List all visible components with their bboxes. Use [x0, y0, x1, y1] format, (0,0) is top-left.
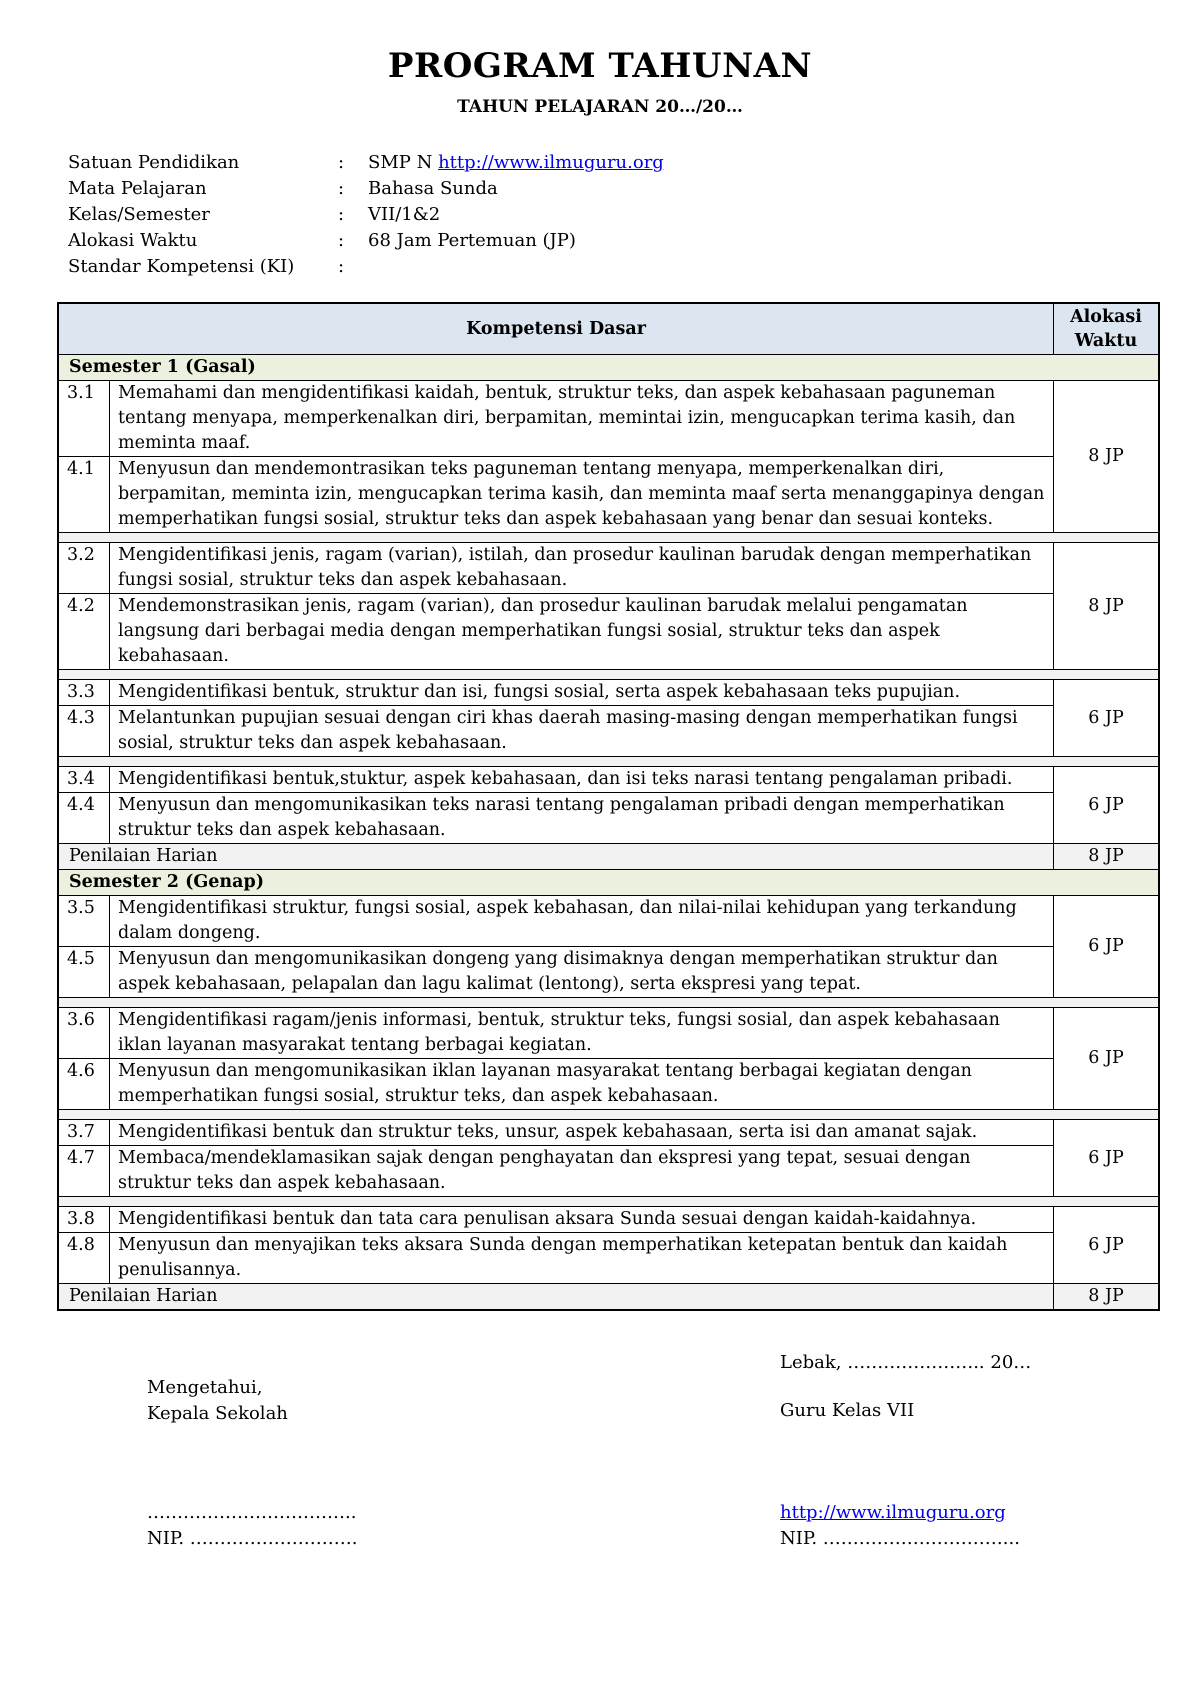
table-row	[58, 947, 1159, 998]
kd-description: Menyusun dan mengomunikasikan dongeng yang disimaknya dengan memperhatikan struktur dan aspek kebahasaan, pelapalan dan lagu kalimat (lentong), serta ekspresi yang tepat.	[110, 947, 1054, 998]
spacer-row	[58, 1197, 1159, 1207]
info-label: Kelas/Semester	[68, 204, 210, 225]
kd-number: 4.2	[58, 594, 110, 670]
kd-number: 4.1	[58, 457, 110, 533]
spacer-cell	[58, 757, 1159, 767]
kd-description: Memahami dan mengidentifikasi kaidah, bentuk, struktur teks, dan aspek kebahasaan paguneman tentang menyapa, memperkenalkan diri, berpamitan, memintai izin, mengucapkan terima kasih, dan meminta maaf.	[110, 381, 1054, 457]
info-value: Bahasa Sunda	[368, 178, 498, 199]
info-separator: :	[338, 178, 345, 199]
spacer-cell	[58, 998, 1159, 1008]
spacer-row	[58, 533, 1159, 543]
info-label: Satuan Pendidikan	[68, 152, 240, 173]
signature-left-nip: NIP. ……………………….	[147, 1528, 358, 1549]
info-value: 68 Jam Pertemuan (JP)	[368, 230, 576, 251]
kd-number: 3.2	[58, 543, 110, 594]
kd-description: Mengidentifikasi struktur, fungsi sosial, aspek kebahasan, dan nilai-nilai kehidupan yang terkandung dalam dongeng.	[110, 896, 1054, 947]
kd-description: Melantunkan pupujian sesuai dengan ciri khas daerah masing-masing dengan memperhatikan fungsi sosial, struktur teks dan aspek kebahasaan.	[110, 706, 1054, 757]
kd-number: 4.7	[58, 1146, 110, 1197]
kd-description: Mengidentifikasi bentuk dan struktur teks, unsur, aspek kebahasaan, serta isi dan amanat sajak.	[110, 1120, 1054, 1146]
info-row-mapel	[68, 176, 664, 202]
table-row	[58, 706, 1159, 757]
kd-description: Mengidentifikasi ragam/jenis informasi, bentuk, struktur teks, fungsi sosial, dan aspek kebahasaan iklan layanan masyarakat tentang berbagai kegiatan.	[110, 1008, 1054, 1059]
info-label: Standar Kompetensi (KI)	[68, 256, 295, 277]
place-date: Lebak, ………………….. 20…	[780, 1352, 1032, 1373]
penilaian-label: Penilaian Harian	[58, 844, 1054, 870]
kd-number: 4.4	[58, 793, 110, 844]
spacer-row	[58, 757, 1159, 767]
table-row	[58, 767, 1159, 793]
info-row-ki	[68, 254, 664, 280]
semester-1-row	[58, 355, 1159, 381]
document-title: PROGRAM TAHUNAN	[387, 46, 813, 86]
info-separator: :	[338, 256, 345, 277]
alokasi-waktu: 6 JP	[1054, 1008, 1160, 1110]
signature-right-link[interactable]: http://www.ilmuguru.org	[780, 1502, 1006, 1523]
kd-number: 4.5	[58, 947, 110, 998]
kd-number: 3.3	[58, 680, 110, 706]
info-value: VII/1&2	[368, 204, 441, 225]
column-header-alokasi: Alokasi Waktu	[1054, 303, 1160, 355]
spacer-cell	[58, 670, 1159, 680]
table-row	[58, 543, 1159, 594]
table-row	[58, 1146, 1159, 1197]
penilaian-row	[58, 844, 1159, 870]
info-separator: :	[338, 152, 345, 173]
penilaian-alokasi: 8 JP	[1054, 844, 1160, 870]
table-row	[58, 1008, 1159, 1059]
kd-number: 3.8	[58, 1207, 110, 1233]
kd-description: Menyusun dan mengomunikasikan iklan layanan masyarakat tentang berbagai kegiatan dengan memperhatikan fungsi sosial, struktur teks, dan aspek kebahasaan.	[110, 1059, 1054, 1110]
info-row-satuan	[68, 150, 664, 176]
table-row	[58, 896, 1159, 947]
penilaian-row	[58, 1284, 1159, 1311]
penilaian-alokasi: 8 JP	[1054, 1284, 1160, 1311]
kd-description: Menyusun dan mengomunikasikan teks narasi tentang pengalaman pribadi dengan memperhatikan struktur teks dan aspek kebahasaan.	[110, 793, 1054, 844]
alokasi-waktu: 6 JP	[1054, 767, 1160, 844]
signature-left-line2: Kepala Sekolah	[147, 1403, 288, 1424]
penilaian-label: Penilaian Harian	[58, 1284, 1054, 1311]
school-link[interactable]: http://www.ilmuguru.org	[438, 152, 664, 173]
info-value-text: SMP N	[368, 152, 439, 173]
kd-number: 4.3	[58, 706, 110, 757]
identity-block	[68, 150, 664, 280]
table-row	[58, 793, 1159, 844]
info-separator: :	[338, 204, 345, 225]
kd-number: 3.7	[58, 1120, 110, 1146]
signature-right-nip: NIP. …………………………...	[780, 1528, 1020, 1549]
spacer-cell	[58, 1197, 1159, 1207]
kd-description: Menyusun dan menyajikan teks aksara Sunda dengan memperhatikan ketepatan bentuk dan kaidah penulisannya.	[110, 1233, 1054, 1284]
table-row	[58, 1207, 1159, 1233]
info-row-kelas	[68, 202, 664, 228]
kd-number: 3.6	[58, 1008, 110, 1059]
table-row	[58, 1120, 1159, 1146]
semester-label: Semester 1 (Gasal)	[58, 355, 1159, 381]
spacer-row	[58, 1110, 1159, 1120]
kompetensi-table	[57, 302, 1160, 1311]
table-row	[58, 680, 1159, 706]
info-separator: :	[338, 230, 345, 251]
info-label: Mata Pelajaran	[68, 178, 207, 199]
signature-left-line1: Mengetahui,	[147, 1377, 263, 1398]
alokasi-waktu: 8 JP	[1054, 381, 1160, 533]
info-value	[368, 150, 664, 176]
kd-description: Membaca/mendeklamasikan sajak dengan penghayatan dan ekspresi yang tepat, sesuai dengan struktur teks dan aspek kebahasaan.	[110, 1146, 1054, 1197]
info-row-alokasi	[68, 228, 664, 254]
spacer-cell	[58, 533, 1159, 543]
kd-number: 3.4	[58, 767, 110, 793]
table-row	[58, 1233, 1159, 1284]
kd-number: 3.5	[58, 896, 110, 947]
alokasi-waktu: 6 JP	[1054, 1120, 1160, 1197]
spacer-row	[58, 998, 1159, 1008]
semester-2-row	[58, 870, 1159, 896]
kd-description: Mengidentifikasi bentuk,stuktur, aspek kebahasaan, dan isi teks narasi tentang pengalaman pribadi.	[110, 767, 1054, 793]
alokasi-waktu: 6 JP	[1054, 1207, 1160, 1284]
alokasi-waktu: 6 JP	[1054, 896, 1160, 998]
kd-number: 4.6	[58, 1059, 110, 1110]
spacer-cell	[58, 1110, 1159, 1120]
table-row	[58, 1059, 1159, 1110]
info-label: Alokasi Waktu	[68, 230, 198, 251]
kd-description: Mendemonstrasikan jenis, ragam (varian), dan prosedur kaulinan barudak melalui pengamatan langsung dari berbagai media dengan memperhatikan fungsi sosial, struktur teks dan aspek kebahasaan.	[110, 594, 1054, 670]
kd-number: 4.8	[58, 1233, 110, 1284]
document-subtitle: TAHUN PELAJARAN 20…/20…	[457, 97, 743, 117]
table-row	[58, 457, 1159, 533]
alokasi-waktu: 8 JP	[1054, 543, 1160, 670]
semester-label: Semester 2 (Genap)	[58, 870, 1159, 896]
signature-left-name: ……………………………..	[147, 1502, 357, 1523]
column-header-kd: Kompetensi Dasar	[58, 303, 1054, 355]
kd-description: Mengidentifikasi jenis, ragam (varian), istilah, dan prosedur kaulinan barudak dengan memperhatikan fungsi sosial, struktur teks dan aspek kebahasaan.	[110, 543, 1054, 594]
kd-description: Mengidentifikasi bentuk dan tata cara penulisan aksara Sunda sesuai dengan kaidah-kaidahnya.	[110, 1207, 1054, 1233]
kd-description: Menyusun dan mendemontrasikan teks paguneman tentang menyapa, memperkenalkan diri, berpamitan, meminta izin, mengucapkan terima kasih, dan meminta maaf serta menanggapinya dengan memperhatikan fungsi sosial, struktur teks dan aspek kebahasaan yang benar dan sesuai konteks.	[110, 457, 1054, 533]
spacer-row	[58, 670, 1159, 680]
kd-number: 3.1	[58, 381, 110, 457]
kd-description: Mengidentifikasi bentuk, struktur dan isi, fungsi sosial, serta aspek kebahasaan teks pupujian.	[110, 680, 1054, 706]
table-row	[58, 381, 1159, 457]
table-header-row	[58, 303, 1159, 355]
alokasi-waktu: 6 JP	[1054, 680, 1160, 757]
table-row	[58, 594, 1159, 670]
signature-right-role: Guru Kelas VII	[780, 1400, 915, 1421]
